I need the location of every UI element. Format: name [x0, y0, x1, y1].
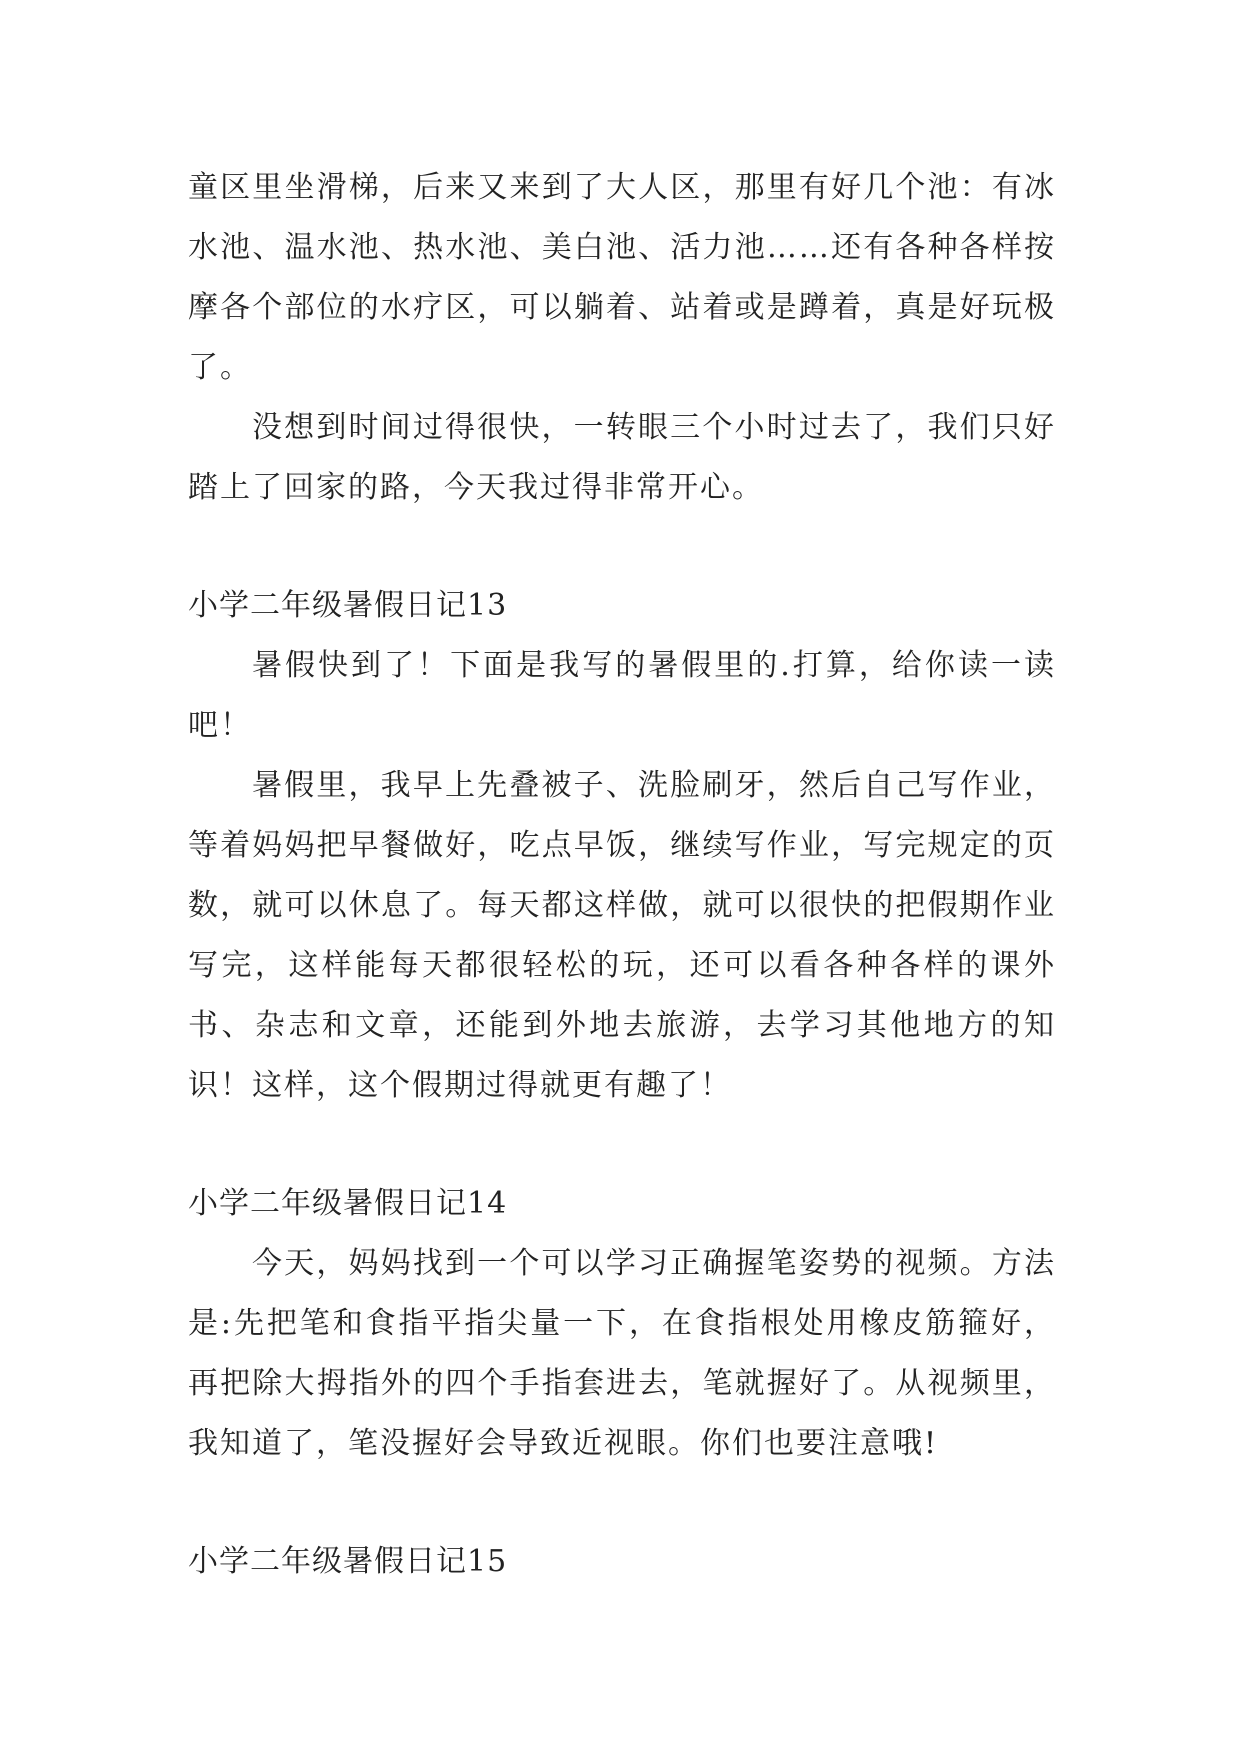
section-heading: 小学二年级暑假日记15 — [188, 1544, 508, 1579]
document-page — [188, 158, 1056, 1592]
diary-section-15 — [188, 1532, 1056, 1592]
section-heading: 小学二年级暑假日记13 — [188, 588, 508, 623]
diary-section-14 — [188, 1174, 1056, 1474]
paragraph: 童区里坐滑梯，后来又来到了大人区，那里有好几个池：有冰水池、温水池、热水池、美白池、活力池……还有各种各样按摩各个部位的水疗区，可以躺着、站着或是蹲着，真是好玩极了。 — [188, 170, 1056, 385]
paragraph: 今天，妈妈找到一个可以学习正确握笔姿势的视频。方法是:先把笔和食指平指尖量一下，在食指根处用橡皮筋箍好，再把除大拇指外的四个手指套进去，笔就握好了。从视频里，我知道了，笔没握好会导致近视眼。你们也要注意哦! — [188, 1246, 1056, 1461]
section-heading: 小学二年级暑假日记14 — [188, 1186, 508, 1221]
paragraph: 没想到时间过得很快，一转眼三个小时过去了，我们只好踏上了回家的路，今天我过得非常开心。 — [188, 410, 1056, 505]
paragraph: 暑假快到了！下面是我写的暑假里的.打算，给你读一读吧！ — [188, 648, 1056, 743]
paragraph: 暑假里，我早上先叠被子、洗脸刷牙，然后自己写作业，等着妈妈把早餐做好，吃点早饭，继续写作业，写完规定的页数，就可以休息了。每天都这样做，就可以很快的把假期作业写完，这样能每天都很轻松的玩，还可以看各种各样的课外书、杂志和文章，还能到外地去旅游，去学习其他地方的知识！这样，这个假期过得就更有趣了！ — [188, 768, 1056, 1103]
diary-section-13 — [188, 576, 1056, 1116]
